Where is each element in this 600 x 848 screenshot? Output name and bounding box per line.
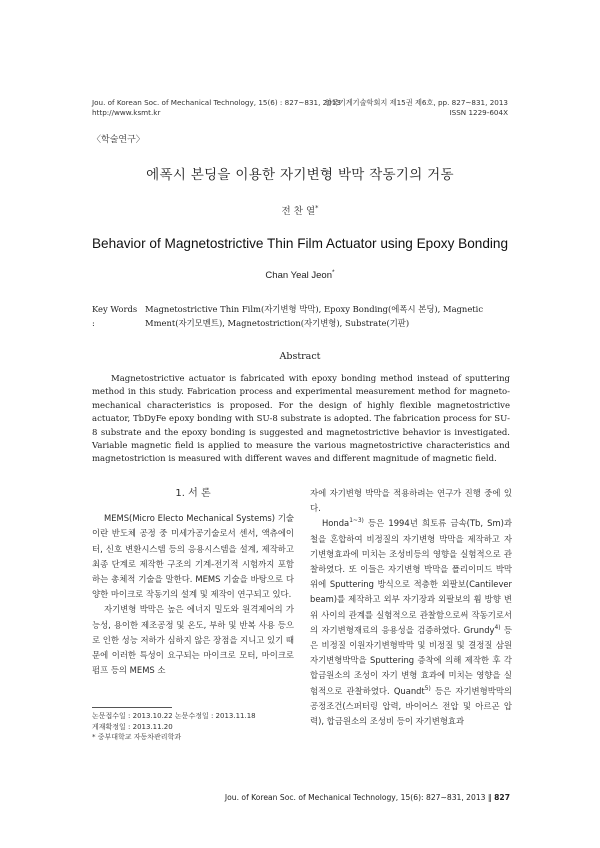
issn: ISSN 1229-604X	[449, 108, 508, 117]
journal-citation: Jou. of Korean Soc. of Mechanical Technology, 15(6) : 827~831, 2013	[92, 98, 341, 107]
citation-5: 5)	[424, 685, 431, 692]
keywords-label: Key Words :	[92, 304, 138, 328]
author-korean-name: 전 찬 열	[281, 206, 316, 217]
intro-paragraph-2: 자기변형 박막은 높은 에너지 밀도와 원격제어의 가능성, 용이한 제조공정 및 온도, 부하 및 반복 사용 등으로 인한 성능 저하가 심하지 않은 장점을 지니고 있기 때문에 이러한 특성이 요구되는 마이크로 모터, 마이크로 펌프 등의 MEMS 소	[92, 604, 294, 676]
footnote-divider	[92, 707, 172, 708]
page-number: 827	[494, 793, 510, 802]
journal-header-right	[325, 98, 508, 118]
ref-honda: Honda	[322, 518, 350, 529]
section-tag: 〈학술연구〉	[92, 135, 145, 145]
keywords-block	[92, 303, 512, 330]
page-footer	[225, 793, 510, 802]
intro-paragraph-1: MEMS(Micro Electo Mechanical Systems) 기술이란 반도체 공정 중 미세가공기술로서 센서, 액츄에이터, 신호 변환시스템 등의 응용시스템을 설계, 제작하고 최종 단계로 제작한 구조의 기계-전기적 시험까지 포함하는 총체적 기술을 말한다. MEMS 기술을 바탕으로 다양한 마이크로 작동기의 설계 및 제작이 연구되고 있다.	[92, 513, 294, 600]
text-segment-2: 등은 비정질 이원자기변형박막 및 비정질 및 결정질 삼원자기변형박막을 Sputtering 증착에 의해 제작한 후 각 합금원소의 조성이 자기 변형 효과에 미치는 영향을 실험적으로 관찰하였다. Quandt	[310, 624, 512, 696]
footnote-affiliation: * 중부대학교 자동차관리학과	[92, 733, 182, 741]
journal-citation-kr: 한국기계기술학회지 제15권 제6호, pp. 827~831, 2013	[324, 98, 508, 107]
author-korean	[0, 203, 600, 217]
left-column	[92, 486, 294, 678]
journal-url[interactable]: http://www.ksmt.kr	[92, 108, 161, 117]
abstract-body: Magnetostrictive actuator is fabricated with epoxy bonding method instead of sputtering method in this study. Fabrication process and experimental measurement method for magneto-mechanical characteristics is proposed. For the design of highly flexible magnetostrictive actuator, TbDyFe epoxy bonding with SU-8 substrate is adopted. The fabrication process for SU-8 substrate and the epoxy bonding is suggested and magnetostrictive behavior is investigated. Variable magnetic field is applied to measure the various magnetostrictive characteristics and magnetostriction is measured with different waves and different magnitude of magnetic field.	[92, 374, 510, 465]
journal-header-left	[92, 98, 341, 118]
footnote-dates: 논문접수일 : 2013.10.22 논문수정일 : 2013.11.18	[92, 712, 256, 720]
right-paragraph-2	[310, 516, 512, 729]
author-english-name: Chan Yeal Jeon	[265, 270, 332, 281]
text-segment-3: 등은 자기변형박막의 공정조건(스퍼터링 압력, 바이어스 전압 및 아르곤 압력), 합금원소의 조성비 등이 자기변형효과	[310, 685, 512, 727]
right-column	[310, 486, 512, 729]
title-korean: 에폭시 본딩을 이용한 자기변형 박막 작동기의 거동	[146, 167, 454, 183]
citation-4: 4)	[494, 625, 501, 632]
right-paragraph-1: 자에 자기변형 박막을 적용하려는 연구가 진행 중에 있다.	[310, 488, 512, 514]
author-mark: *	[315, 203, 319, 212]
section-title-introduction: 1. 서 론	[175, 488, 211, 499]
author-english	[0, 270, 600, 281]
citation-1-3: 1~3)	[349, 518, 364, 525]
footnotes	[92, 711, 256, 743]
footer-citation: Jou. of Korean Soc. of Mechanical Technology, 15(6): 827~831, 2013 ‖	[224, 793, 495, 802]
footnote-accepted: 게재확정일 : 2013.11.20	[92, 722, 173, 731]
author-mark-en: *	[331, 268, 335, 276]
keywords-text: Magnetostrictive Thin Film(자기변형 박막), Epoxy Bonding(에폭시 본딩), Magnetic Mment(자기모멘트), Magnetostriction(자기변형), Substrate(기판)	[145, 304, 484, 328]
title-english: Behavior of Magnetostrictive Thin Film Actuator using Epoxy Bonding	[91, 236, 509, 251]
text-segment-1: 등은 1994년 희토류 금속(Tb, Sm)과 철을 혼합하여 비정질의 자기변형 박막을 제작하고 자기변형효과에 미치는 조성비등의 영향을 실험적으로 관찰하였다. 또 이들은 자기변형 박막을 폴리이미드 박막 위에 Sputtering 방식으로 적층한 외팔보(Cantilever beam)를 제작하고 외부 자기장과 외팔보의 휨 방향 변위 사이의 관계를 실험적으로 관찰함으로써 작동기로서의 자기변형재료의 응용성을 검증하였다. Grundy	[310, 518, 512, 635]
abstract-heading: Abstract	[279, 351, 321, 362]
